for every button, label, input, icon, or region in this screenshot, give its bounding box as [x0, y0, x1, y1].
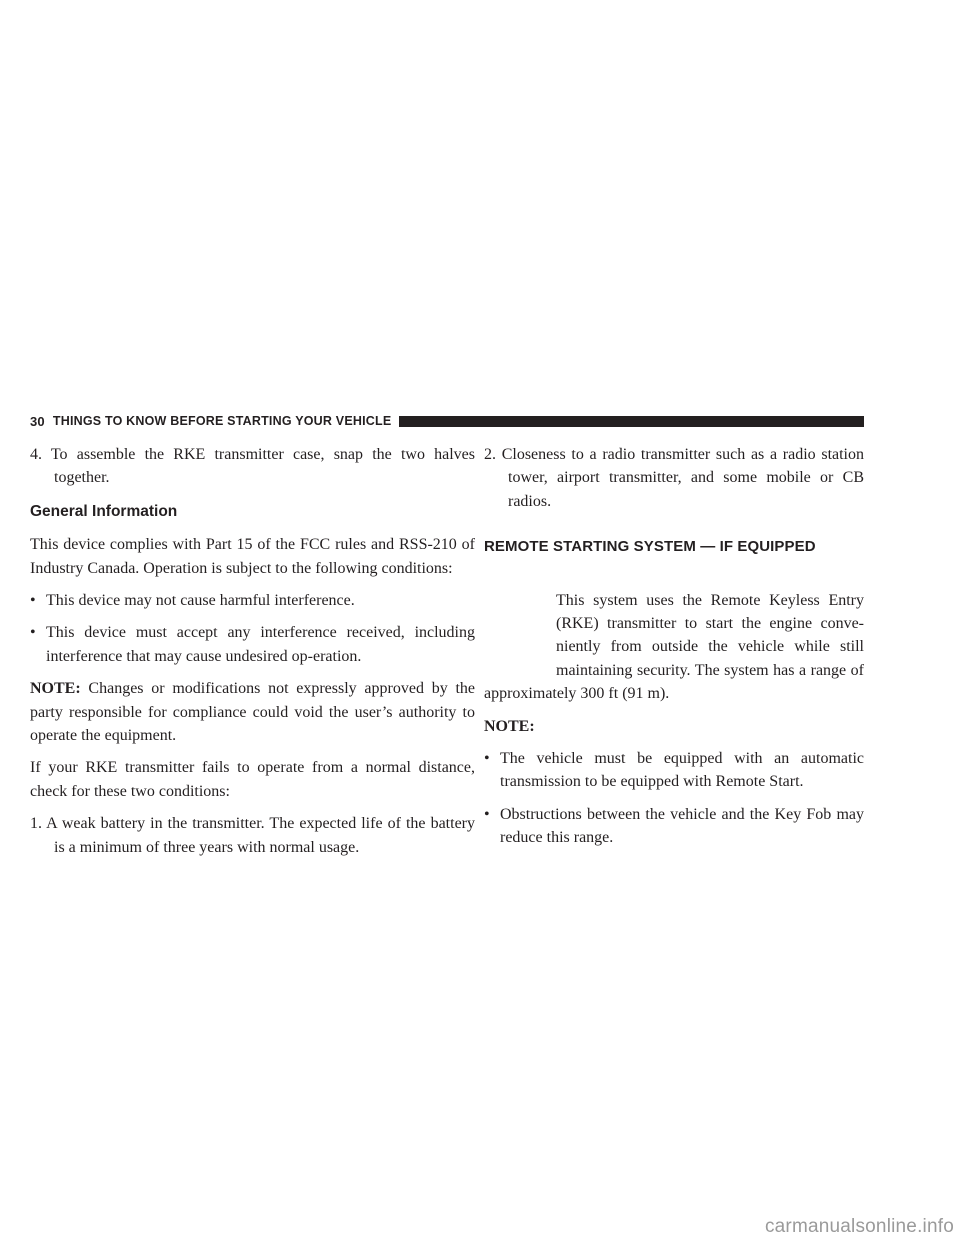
bullet-icon: •	[30, 592, 36, 610]
right-column	[484, 443, 864, 859]
note-text: Changes or modifications not expressly approved by the party responsible for compliance could void the user’s authority to operate the equipment.	[30, 680, 475, 745]
note-label: NOTE:	[30, 680, 81, 698]
watermark: carmanualsonline.info	[764, 1216, 954, 1237]
list-item	[30, 589, 475, 612]
list-item	[484, 747, 864, 794]
condition-1: 1. A weak battery in the transmitter. The expected life of the battery is a minimum of three years with normal usage.	[30, 815, 475, 856]
page-header	[30, 414, 864, 428]
indent-line: niently from outside the vehicle while still	[556, 638, 864, 656]
bullet-text: This device must accept any interference received, including interference that may cause undesired op-eration.	[46, 624, 475, 665]
bullet-icon: •	[484, 750, 490, 768]
indent-line: This system uses the Remote Keyless Entry	[556, 591, 864, 609]
general-information-heading: General Information	[30, 502, 178, 520]
bullet-icon: •	[484, 805, 490, 823]
header-rule	[399, 416, 864, 427]
list-item	[484, 803, 864, 850]
remote-starting-heading: REMOTE STARTING SYSTEM — IF EQUIPPED	[484, 538, 816, 556]
step-4: 4. To assemble the RKE transmitter case, snap the two halves together.	[30, 446, 475, 487]
note-paragraph	[30, 677, 475, 747]
fcc-intro: This device complies with Part 15 of the FCC rules and RSS-210 of Industry Canada. Operation is subject to the following conditions:	[30, 536, 475, 577]
bullet-icon: •	[30, 624, 36, 642]
page-number: 30	[30, 413, 45, 429]
note-label: NOTE:	[484, 717, 535, 735]
condition-2: 2. Closeness to a radio transmitter such as a radio station tower, airport transmitter, and some mobile or CB radios.	[484, 446, 864, 510]
section-title: THINGS TO KNOW BEFORE STARTING YOUR VEHICLE	[52, 414, 392, 428]
bullet-text: The vehicle must be equipped with an automatic transmission to be equipped with Remote Start.	[500, 750, 864, 791]
list-item	[30, 621, 475, 668]
bullet-text: Obstructions between the vehicle and the Key Fob may reduce this range.	[500, 805, 864, 847]
indent-line: maintaining security. The system has a range of	[556, 661, 864, 679]
fails-paragraph: If your RKE transmitter fails to operate from a normal distance, check for these two conditions:	[30, 759, 475, 800]
range-continuation: approximately 300 ft (91 m).	[484, 685, 670, 703]
bullet-text: This device may not cause harmful interference.	[46, 592, 355, 610]
left-column	[30, 443, 475, 868]
indent-line: (RKE) transmitter to start the engine conve-	[556, 615, 864, 633]
